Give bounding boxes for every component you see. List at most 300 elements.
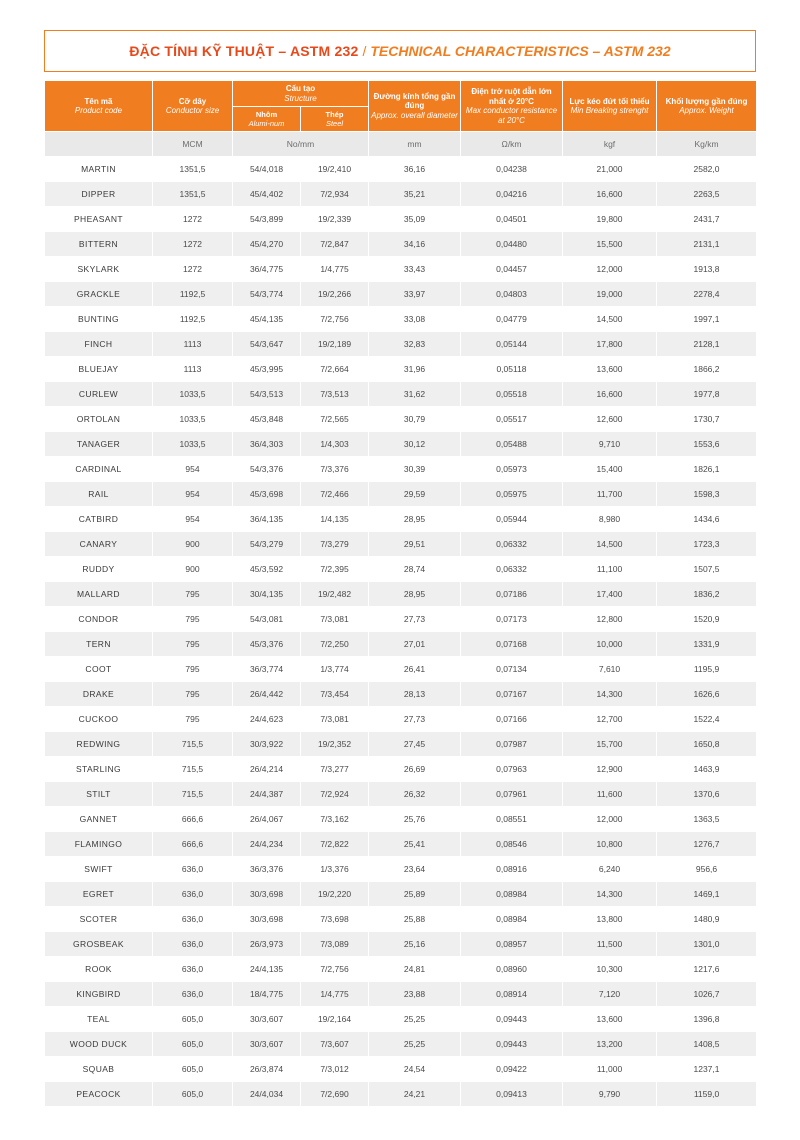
cell-max-resistance: 0,05973 [461,457,563,482]
cell-approx-weight: 1522,4 [657,707,757,732]
cell-structure-steel: 7/3,089 [301,932,369,957]
cell-structure-steel: 19/2,339 [301,207,369,232]
cell-structure-steel: 1/4,135 [301,507,369,532]
cell-overall-diameter: 24,21 [369,1082,461,1107]
unit-structure: No/mm [233,132,369,157]
cell-structure-aluminium: 24/4,387 [233,782,301,807]
cell-product-code: GANNET [45,807,153,832]
cell-min-breaking-strength: 10,000 [563,632,657,657]
cell-conductor-size: 1033,5 [153,407,233,432]
cell-structure-aluminium: 30/3,607 [233,1007,301,1032]
cell-structure-aluminium: 45/3,995 [233,357,301,382]
cell-conductor-size: 1351,5 [153,182,233,207]
table-row [45,807,757,832]
cell-max-resistance: 0,08914 [461,982,563,1007]
table-row [45,757,757,782]
cell-conductor-size: 1033,5 [153,432,233,457]
cell-approx-weight: 2431,7 [657,207,757,232]
cell-conductor-size: 715,5 [153,757,233,782]
title-separator: / [362,43,367,59]
cell-conductor-size: 605,0 [153,1007,233,1032]
table-row [45,457,757,482]
cell-structure-aluminium: 45/3,698 [233,482,301,507]
unit-breaking-strength: kgf [563,132,657,157]
cell-overall-diameter: 33,97 [369,282,461,307]
cell-product-code: COOT [45,657,153,682]
cell-product-code: KINGBIRD [45,982,153,1007]
cell-structure-steel: 7/2,250 [301,632,369,657]
cell-overall-diameter: 26,32 [369,782,461,807]
cell-overall-diameter: 25,76 [369,807,461,832]
unit-resistance: Ω/km [461,132,563,157]
cell-structure-aluminium: 18/4,775 [233,982,301,1007]
cell-max-resistance: 0,07961 [461,782,563,807]
cell-overall-diameter: 28,95 [369,507,461,532]
cell-structure-aluminium: 45/3,376 [233,632,301,657]
cell-conductor-size: 795 [153,632,233,657]
cell-structure-steel: 7/3,012 [301,1057,369,1082]
cell-conductor-size: 954 [153,457,233,482]
cell-product-code: BITTERN [45,232,153,257]
cell-max-resistance: 0,05518 [461,382,563,407]
cell-structure-aluminium: 36/4,775 [233,257,301,282]
table-row [45,357,757,382]
cell-product-code: CONDOR [45,607,153,632]
cell-product-code: EGRET [45,882,153,907]
cell-max-resistance: 0,07963 [461,757,563,782]
cell-max-resistance: 0,04779 [461,307,563,332]
cell-structure-steel: 19/2,410 [301,157,369,182]
table-row [45,232,757,257]
cell-structure-steel: 7/2,690 [301,1082,369,1107]
cell-max-resistance: 0,04238 [461,157,563,182]
cell-max-resistance: 0,04457 [461,257,563,282]
cell-min-breaking-strength: 21,000 [563,157,657,182]
cell-product-code: TEAL [45,1007,153,1032]
cell-product-code: GRACKLE [45,282,153,307]
cell-structure-aluminium: 54/3,279 [233,532,301,557]
cell-approx-weight: 1866,2 [657,357,757,382]
cell-min-breaking-strength: 14,300 [563,682,657,707]
table-row [45,1057,757,1082]
cell-structure-steel: 1/4,775 [301,257,369,282]
cell-approx-weight: 2263,5 [657,182,757,207]
cell-max-resistance: 0,06332 [461,557,563,582]
cell-max-resistance: 0,05488 [461,432,563,457]
table-row [45,657,757,682]
cell-min-breaking-strength: 14,300 [563,882,657,907]
cell-product-code: PHEASANT [45,207,153,232]
table-row [45,832,757,857]
cell-structure-aluminium: 26/4,214 [233,757,301,782]
header-min-breaking-strength: Lực kéo đứt tối thiểu Min Breaking strenght [563,81,657,132]
table-row [45,632,757,657]
cell-approx-weight: 1463,9 [657,757,757,782]
cell-conductor-size: 605,0 [153,1082,233,1107]
cell-structure-aluminium: 45/4,270 [233,232,301,257]
cell-structure-aluminium: 54/3,376 [233,457,301,482]
cell-min-breaking-strength: 17,800 [563,332,657,357]
unit-diameter: mm [369,132,461,157]
cell-structure-steel: 1/4,303 [301,432,369,457]
cell-structure-steel: 19/2,164 [301,1007,369,1032]
cell-overall-diameter: 35,09 [369,207,461,232]
cell-structure-steel: 7/2,466 [301,482,369,507]
cell-structure-steel: 7/2,822 [301,832,369,857]
cell-structure-steel: 1/4,775 [301,982,369,1007]
cell-structure-aluminium: 36/3,376 [233,857,301,882]
cell-overall-diameter: 30,79 [369,407,461,432]
cell-structure-steel: 7/2,756 [301,307,369,332]
cell-structure-aluminium: 54/3,899 [233,207,301,232]
table-row [45,782,757,807]
cell-structure-aluminium: 30/4,135 [233,582,301,607]
cell-structure-aluminium: 36/4,303 [233,432,301,457]
header-structure: Cấu tạo Structure [233,81,369,107]
table-row [45,882,757,907]
cell-min-breaking-strength: 15,400 [563,457,657,482]
cell-conductor-size: 954 [153,507,233,532]
table-row [45,282,757,307]
cell-conductor-size: 605,0 [153,1057,233,1082]
cell-approx-weight: 1469,1 [657,882,757,907]
table-row [45,732,757,757]
cell-min-breaking-strength: 19,000 [563,282,657,307]
cell-min-breaking-strength: 11,500 [563,932,657,957]
cell-conductor-size: 605,0 [153,1032,233,1057]
cell-max-resistance: 0,04501 [461,207,563,232]
cell-structure-aluminium: 54/3,513 [233,382,301,407]
cell-overall-diameter: 30,12 [369,432,461,457]
cell-max-resistance: 0,05517 [461,407,563,432]
cell-product-code: FLAMINGO [45,832,153,857]
cell-structure-steel: 7/3,081 [301,607,369,632]
cell-approx-weight: 1730,7 [657,407,757,432]
cell-structure-steel: 19/2,189 [301,332,369,357]
cell-min-breaking-strength: 12,000 [563,807,657,832]
cell-product-code: TERN [45,632,153,657]
cell-structure-aluminium: 26/4,442 [233,682,301,707]
cell-overall-diameter: 24,81 [369,957,461,982]
title-sub-text: TECHNICAL CHARACTERISTICS – ASTM 232 [370,43,671,59]
header-conductor-size: Cỡ dây Conductor size [153,81,233,132]
cell-product-code: FINCH [45,332,153,357]
table-row [45,582,757,607]
cell-product-code: REDWING [45,732,153,757]
cell-conductor-size: 715,5 [153,732,233,757]
table-row [45,982,757,1007]
cell-min-breaking-strength: 11,700 [563,482,657,507]
cell-overall-diameter: 28,95 [369,582,461,607]
cell-max-resistance: 0,05944 [461,507,563,532]
cell-min-breaking-strength: 10,800 [563,832,657,857]
cell-overall-diameter: 32,83 [369,332,461,357]
cell-structure-aluminium: 54/3,774 [233,282,301,307]
table-row [45,932,757,957]
cell-product-code: BLUEJAY [45,357,153,382]
cell-max-resistance: 0,07168 [461,632,563,657]
cell-structure-steel: 7/2,664 [301,357,369,382]
cell-max-resistance: 0,08984 [461,882,563,907]
cell-conductor-size: 636,0 [153,882,233,907]
cell-conductor-size: 795 [153,682,233,707]
cell-conductor-size: 715,5 [153,782,233,807]
cell-max-resistance: 0,07987 [461,732,563,757]
cell-conductor-size: 636,0 [153,982,233,1007]
cell-approx-weight: 2582,0 [657,157,757,182]
cell-min-breaking-strength: 7,120 [563,982,657,1007]
cell-max-resistance: 0,04803 [461,282,563,307]
cell-overall-diameter: 29,59 [369,482,461,507]
table-row [45,507,757,532]
cell-max-resistance: 0,08960 [461,957,563,982]
cell-structure-steel: 7/3,162 [301,807,369,832]
cell-structure-steel: 7/3,454 [301,682,369,707]
cell-overall-diameter: 28,13 [369,682,461,707]
cell-structure-aluminium: 54/3,081 [233,607,301,632]
cell-approx-weight: 2128,1 [657,332,757,357]
cell-product-code: RAIL [45,482,153,507]
header-overall-diameter: Đường kính tổng gần đúng Approx. overall diameter [369,81,461,132]
table-row [45,207,757,232]
cell-structure-steel: 19/2,266 [301,282,369,307]
table-row [45,857,757,882]
table-row [45,532,757,557]
cell-min-breaking-strength: 8,980 [563,507,657,532]
cell-max-resistance: 0,05118 [461,357,563,382]
cell-overall-diameter: 28,74 [369,557,461,582]
cell-conductor-size: 636,0 [153,932,233,957]
cell-overall-diameter: 23,88 [369,982,461,1007]
table-row [45,307,757,332]
header-structure-aluminium: Nhôm Alumi-num [233,107,301,132]
cell-product-code: MARTIN [45,157,153,182]
cell-overall-diameter: 25,16 [369,932,461,957]
cell-min-breaking-strength: 13,600 [563,357,657,382]
page-title [44,30,756,72]
cell-max-resistance: 0,04216 [461,182,563,207]
cell-approx-weight: 1626,6 [657,682,757,707]
cell-structure-aluminium: 45/3,848 [233,407,301,432]
table-row [45,432,757,457]
cell-min-breaking-strength: 12,800 [563,607,657,632]
cell-structure-aluminium: 30/3,698 [233,882,301,907]
cell-overall-diameter: 25,89 [369,882,461,907]
cell-conductor-size: 900 [153,532,233,557]
cell-overall-diameter: 27,73 [369,607,461,632]
cell-approx-weight: 1408,5 [657,1032,757,1057]
cell-structure-aluminium: 45/4,402 [233,182,301,207]
cell-product-code: SCOTER [45,907,153,932]
cell-min-breaking-strength: 11,600 [563,782,657,807]
cell-structure-aluminium: 54/4,018 [233,157,301,182]
cell-structure-steel: 1/3,376 [301,857,369,882]
cell-approx-weight: 1396,8 [657,1007,757,1032]
cell-max-resistance: 0,07173 [461,607,563,632]
header-product-code: Tên mã Product code [45,81,153,132]
cell-structure-aluminium: 54/3,647 [233,332,301,357]
cell-product-code: CURLEW [45,382,153,407]
units-row [45,132,757,157]
cell-approx-weight: 2131,1 [657,232,757,257]
cell-product-code: SKYLARK [45,257,153,282]
cell-approx-weight: 1650,8 [657,732,757,757]
cell-structure-aluminium: 30/3,607 [233,1032,301,1057]
header-max-resistance: Điện trở ruột dẫn lớn nhất ở 20°C Max conductor resistance at 20°C [461,81,563,132]
cell-min-breaking-strength: 11,000 [563,1057,657,1082]
cell-max-resistance: 0,09422 [461,1057,563,1082]
cell-min-breaking-strength: 12,600 [563,407,657,432]
title-main-text: ĐẶC TÍNH KỸ THUẬT – ASTM 232 [129,43,359,59]
cell-approx-weight: 1276,7 [657,832,757,857]
cell-product-code: BUNTING [45,307,153,332]
table-row [45,182,757,207]
cell-min-breaking-strength: 6,240 [563,857,657,882]
cell-max-resistance: 0,08916 [461,857,563,882]
cell-structure-steel: 7/2,395 [301,557,369,582]
cell-max-resistance: 0,09413 [461,1082,563,1107]
cell-conductor-size: 1272 [153,207,233,232]
cell-overall-diameter: 27,01 [369,632,461,657]
cell-structure-aluminium: 26/3,874 [233,1057,301,1082]
cell-structure-aluminium: 36/3,774 [233,657,301,682]
cell-structure-aluminium: 24/4,034 [233,1082,301,1107]
cell-max-resistance: 0,08957 [461,932,563,957]
cell-min-breaking-strength: 15,500 [563,232,657,257]
unit-product-code [45,132,153,157]
cell-product-code: ROOK [45,957,153,982]
cell-product-code: CANARY [45,532,153,557]
cell-conductor-size: 1351,5 [153,157,233,182]
unit-conductor-size: MCM [153,132,233,157]
cell-overall-diameter: 27,73 [369,707,461,732]
cell-structure-steel: 7/3,279 [301,532,369,557]
cell-structure-steel: 7/2,565 [301,407,369,432]
cell-product-code: STARLING [45,757,153,782]
cell-product-code: TANAGER [45,432,153,457]
table-row [45,157,757,182]
cell-overall-diameter: 31,96 [369,357,461,382]
table-head [45,81,757,132]
cell-approx-weight: 1836,2 [657,582,757,607]
cell-overall-diameter: 29,51 [369,532,461,557]
cell-approx-weight: 1997,1 [657,307,757,332]
table-row [45,257,757,282]
cell-min-breaking-strength: 9,710 [563,432,657,457]
cell-product-code: DRAKE [45,682,153,707]
cell-overall-diameter: 33,08 [369,307,461,332]
cell-approx-weight: 1363,5 [657,807,757,832]
cell-min-breaking-strength: 14,500 [563,307,657,332]
cell-conductor-size: 1192,5 [153,307,233,332]
cell-overall-diameter: 25,41 [369,832,461,857]
cell-structure-aluminium: 45/4,135 [233,307,301,332]
cell-max-resistance: 0,06332 [461,532,563,557]
cell-overall-diameter: 26,69 [369,757,461,782]
cell-product-code: WOOD DUCK [45,1032,153,1057]
cell-max-resistance: 0,09443 [461,1032,563,1057]
cell-conductor-size: 636,0 [153,957,233,982]
cell-structure-steel: 1/3,774 [301,657,369,682]
cell-overall-diameter: 25,25 [369,1032,461,1057]
cell-approx-weight: 1723,3 [657,532,757,557]
cell-product-code: ORTOLAN [45,407,153,432]
cell-max-resistance: 0,07167 [461,682,563,707]
cell-approx-weight: 1507,5 [657,557,757,582]
cell-overall-diameter: 24,54 [369,1057,461,1082]
cell-approx-weight: 2278,4 [657,282,757,307]
cell-conductor-size: 636,0 [153,907,233,932]
cell-structure-steel: 7/3,277 [301,757,369,782]
cell-conductor-size: 795 [153,607,233,632]
cell-product-code: CATBIRD [45,507,153,532]
cell-structure-aluminium: 26/4,067 [233,807,301,832]
cell-min-breaking-strength: 12,700 [563,707,657,732]
cell-structure-aluminium: 30/3,698 [233,907,301,932]
cell-structure-steel: 7/3,513 [301,382,369,407]
cell-structure-steel: 7/2,924 [301,782,369,807]
cell-structure-steel: 19/2,352 [301,732,369,757]
cell-min-breaking-strength: 7,610 [563,657,657,682]
cell-approx-weight: 1159,0 [657,1082,757,1107]
cell-product-code: CUCKOO [45,707,153,732]
header-row-main [45,81,757,107]
cell-approx-weight: 1217,6 [657,957,757,982]
cell-product-code: MALLARD [45,582,153,607]
cell-max-resistance: 0,08546 [461,832,563,857]
cell-min-breaking-strength: 17,400 [563,582,657,607]
cell-overall-diameter: 30,39 [369,457,461,482]
cell-approx-weight: 1370,6 [657,782,757,807]
cell-min-breaking-strength: 10,300 [563,957,657,982]
cell-approx-weight: 1520,9 [657,607,757,632]
cell-conductor-size: 1113 [153,357,233,382]
cell-product-code: PEACOCK [45,1082,153,1107]
cell-min-breaking-strength: 12,900 [563,757,657,782]
cell-conductor-size: 900 [153,557,233,582]
cell-max-resistance: 0,04480 [461,232,563,257]
cell-conductor-size: 1272 [153,257,233,282]
cell-structure-steel: 7/3,081 [301,707,369,732]
cell-approx-weight: 1331,9 [657,632,757,657]
cell-approx-weight: 1913,8 [657,257,757,282]
cell-structure-steel: 7/3,376 [301,457,369,482]
cell-product-code: DIPPER [45,182,153,207]
cell-min-breaking-strength: 13,600 [563,1007,657,1032]
cell-approx-weight: 1026,7 [657,982,757,1007]
cell-approx-weight: 1826,1 [657,457,757,482]
cell-structure-aluminium: 45/3,592 [233,557,301,582]
cell-structure-aluminium: 36/4,135 [233,507,301,532]
cell-structure-aluminium: 24/4,234 [233,832,301,857]
cell-max-resistance: 0,05144 [461,332,563,357]
table-row [45,482,757,507]
cell-structure-steel: 7/2,756 [301,957,369,982]
table-row [45,1007,757,1032]
cell-min-breaking-strength: 12,000 [563,257,657,282]
table-row [45,382,757,407]
table-row [45,332,757,357]
cell-min-breaking-strength: 13,200 [563,1032,657,1057]
cell-max-resistance: 0,07186 [461,582,563,607]
cell-structure-steel: 7/2,934 [301,182,369,207]
cell-conductor-size: 954 [153,482,233,507]
cell-min-breaking-strength: 9,790 [563,1082,657,1107]
cell-max-resistance: 0,08551 [461,807,563,832]
cell-conductor-size: 666,6 [153,807,233,832]
cell-min-breaking-strength: 16,600 [563,382,657,407]
cell-overall-diameter: 25,88 [369,907,461,932]
